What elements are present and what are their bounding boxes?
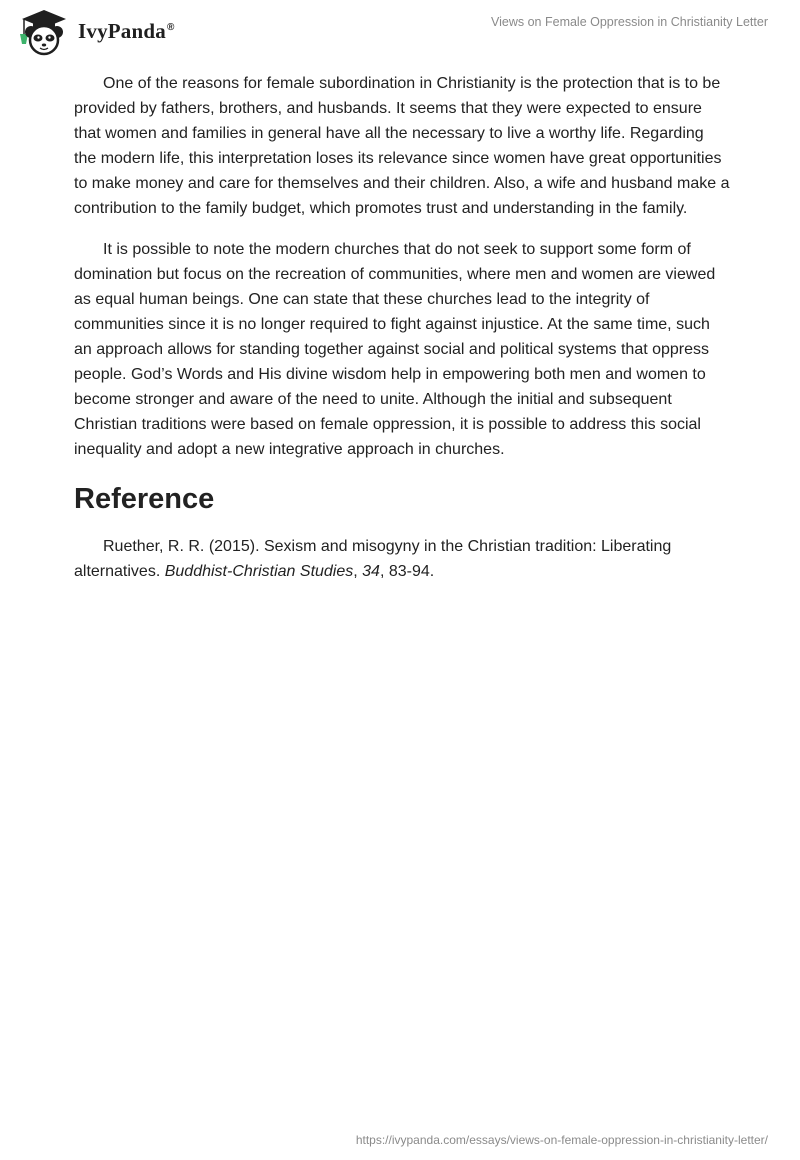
panda-graduate-icon (14, 8, 74, 56)
reference-citation: Ruether, R. R. (2015). Sexism and misogyny in the Christian tradition: Liberating alternatives. (74, 538, 672, 580)
reference-pages: , 83-94. (379, 563, 435, 580)
body-paragraph-1: One of the reasons for female subordination in Christianity is the protection that is to be provided by fathers, brothers, and husbands. It seems that they were expected to ensure that women and families in general have all the necessary to live a worthy life. Regarding the modern life, this interpretation loses its relevance since women have great opportunities to make money and care for themselves and their children. Also, a wife and husband make a contribution to the family budget, which promotes trust and understanding in the family. (74, 75, 730, 217)
reference-separator: , (353, 563, 363, 580)
document-title: Views on Female Oppression in Christianity Letter (491, 15, 768, 29)
reference-journal: Buddhist-Christian Studies (164, 563, 354, 580)
brand-name: IvyPanda® (78, 18, 175, 43)
essay-content (74, 71, 730, 600)
body-paragraph-2: It is possible to note the modern churches that do not seek to support some form of domination but focus on the recreation of communities, where men and women are viewed as equal human beings. One can state that these churches lead to the integrity of communities since it is no longer required to fight against injustice. At the same time, such an approach allows for standing together against social and political systems that oppress people. God’s Words and His divine wisdom help in empowering both men and women to become stronger and aware of the need to unite. Although the initial and subsequent Christian traditions were based on female oppression, it is possible to address this social inequality and adopt a new integrative approach in churches. (74, 241, 716, 458)
registered-mark: ® (166, 21, 175, 33)
page-header (0, 0, 800, 60)
reference-volume: 34 (362, 563, 380, 580)
reference-entry (74, 534, 730, 584)
footer-url-link[interactable]: https://ivypanda.com/essays/views-on-female-oppression-in-christianity-letter/ (355, 1133, 768, 1147)
ivypanda-logo[interactable] (14, 8, 175, 56)
reference-heading: Reference (74, 483, 215, 515)
